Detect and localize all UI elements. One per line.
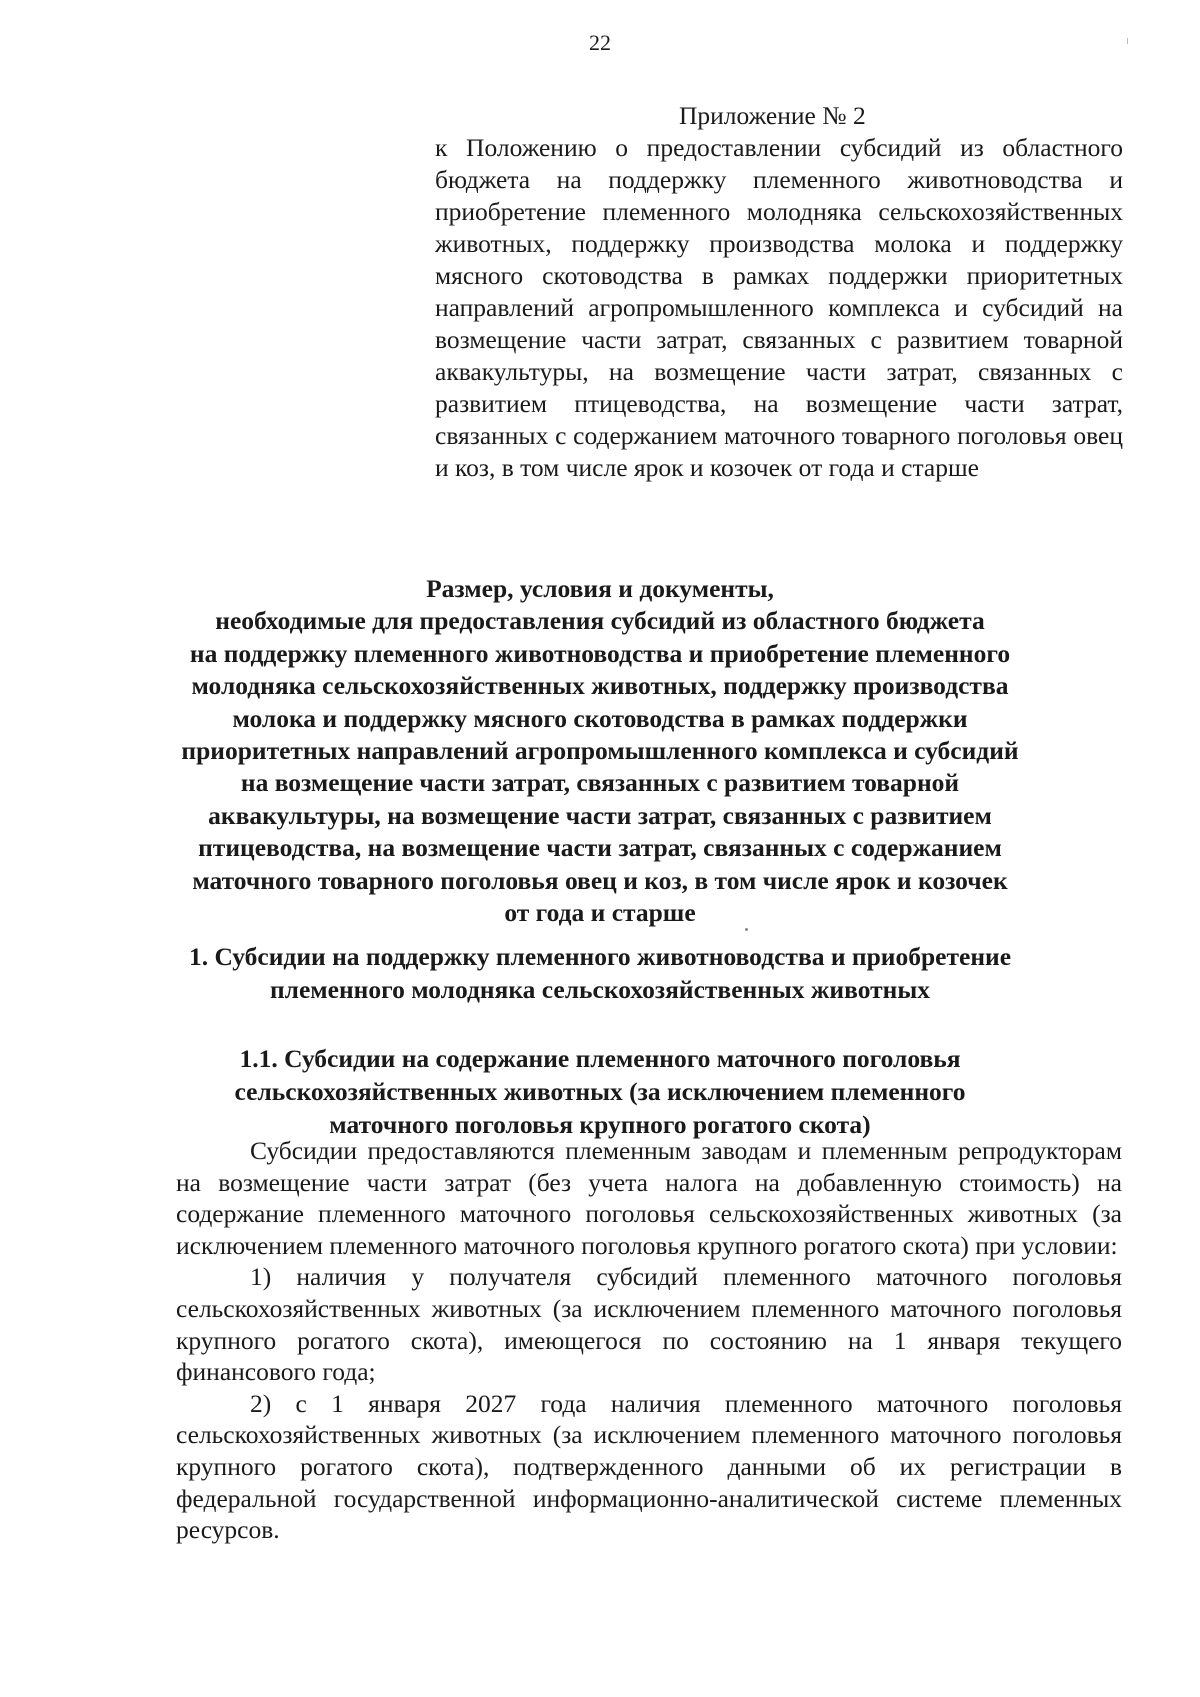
page-number: 22: [589, 30, 611, 55]
section-heading-1: [150, 940, 1050, 1006]
paragraph: 1) наличия у получателя субсидий племенного маточного поголовья сельскохозяйственных животных (за исключением племенного маточного поголовья крупного рогатого скота), имеющегося по состоянию на 1 января текущего финансового года;: [176, 1262, 1122, 1387]
title-line: молодняка сельскохозяйственных животных, поддержку производства: [191, 671, 1009, 701]
title-line: Размер, условия и документы,: [426, 574, 774, 603]
subsection-heading-line: 1.1. Субсидии на содержание племенного маточного поголовья: [239, 1044, 961, 1073]
title-line: от года и старше: [504, 898, 696, 928]
document-title: [150, 573, 1050, 929]
title-line: на возмещение части затрат, связанных с развитием товарной: [240, 768, 960, 798]
subsection-heading-line: сельскохозяйственных животных (за исключением племенного: [234, 1077, 966, 1106]
annex-title: Приложение № 2: [679, 101, 866, 130]
section-heading-line: 1. Субсидии на поддержку племенного животноводства и приобретение: [188, 942, 1012, 971]
scan-dot: [745, 928, 748, 931]
title-line: необходимые для предоставления субсидий из областного бюджета: [215, 606, 985, 636]
title-line: приоритетных направлений агропромышленного комплекса и субсидий: [181, 736, 1019, 766]
paragraph: 2) с 1 января 2027 года наличия племенного маточного поголовья сельскохозяйственных животных (за исключением племенного маточного поголовья крупного рогатого скота), подтвержденного данными об их регистрации в федеральной государственной информационно-аналитической системе племенных ресурсов.: [176, 1388, 1122, 1545]
subsection-heading-line: маточного поголовья крупного рогатого скота): [329, 1110, 871, 1139]
title-line: на поддержку племенного животноводства и приобретение племенного: [189, 638, 1011, 668]
paragraph: Субсидии предоставляются племенным заводам и племенным репродукторам на возмещение части затрат (без учета налога на добавленную стоимость) на содержание племенного маточного поголовья сельскохозяйственных животных (за исключением племенного маточного поголовья крупного рогатого скота) при условии:: [176, 1136, 1122, 1260]
scan-edge-mark: [1127, 38, 1128, 44]
title-line: птицеводства, на возмещение части затрат, связанных с содержанием: [198, 833, 1002, 863]
title-line: аквакультуры, на возмещение части затрат, связанных с развитием: [208, 800, 992, 830]
annex-text: к Положению о предоставлении субсидий из областного бюджета на поддержку племенного животноводства и приобретение племенного молодняка сельскохозяйственных животных, поддержку производства молока и поддержку мясного скотоводства в рамках поддержки приоритетных направлений агропромышленного комплекса и субсидий на возмещение части затрат, связанных с развитием товарной аквакультуры, на возмещение части затрат, связанных с развитием птицеводства, на возмещение части затрат, связанных с содержанием маточного товарного поголовья овец и коз, в том числе ярок и козочек от года и старше: [435, 133, 1123, 482]
title-line: молока и поддержку мясного скотоводства в рамках поддержки: [232, 703, 968, 733]
section-heading-line: племенного молодняка сельскохозяйственных животных: [269, 975, 930, 1004]
title-line: маточного товарного поголовья овец и коз, в том числе ярок и козочек: [192, 865, 1008, 895]
annex-block: [435, 100, 1123, 484]
section-heading-1-1: [150, 1042, 1050, 1141]
body-text: [176, 1135, 1122, 1546]
